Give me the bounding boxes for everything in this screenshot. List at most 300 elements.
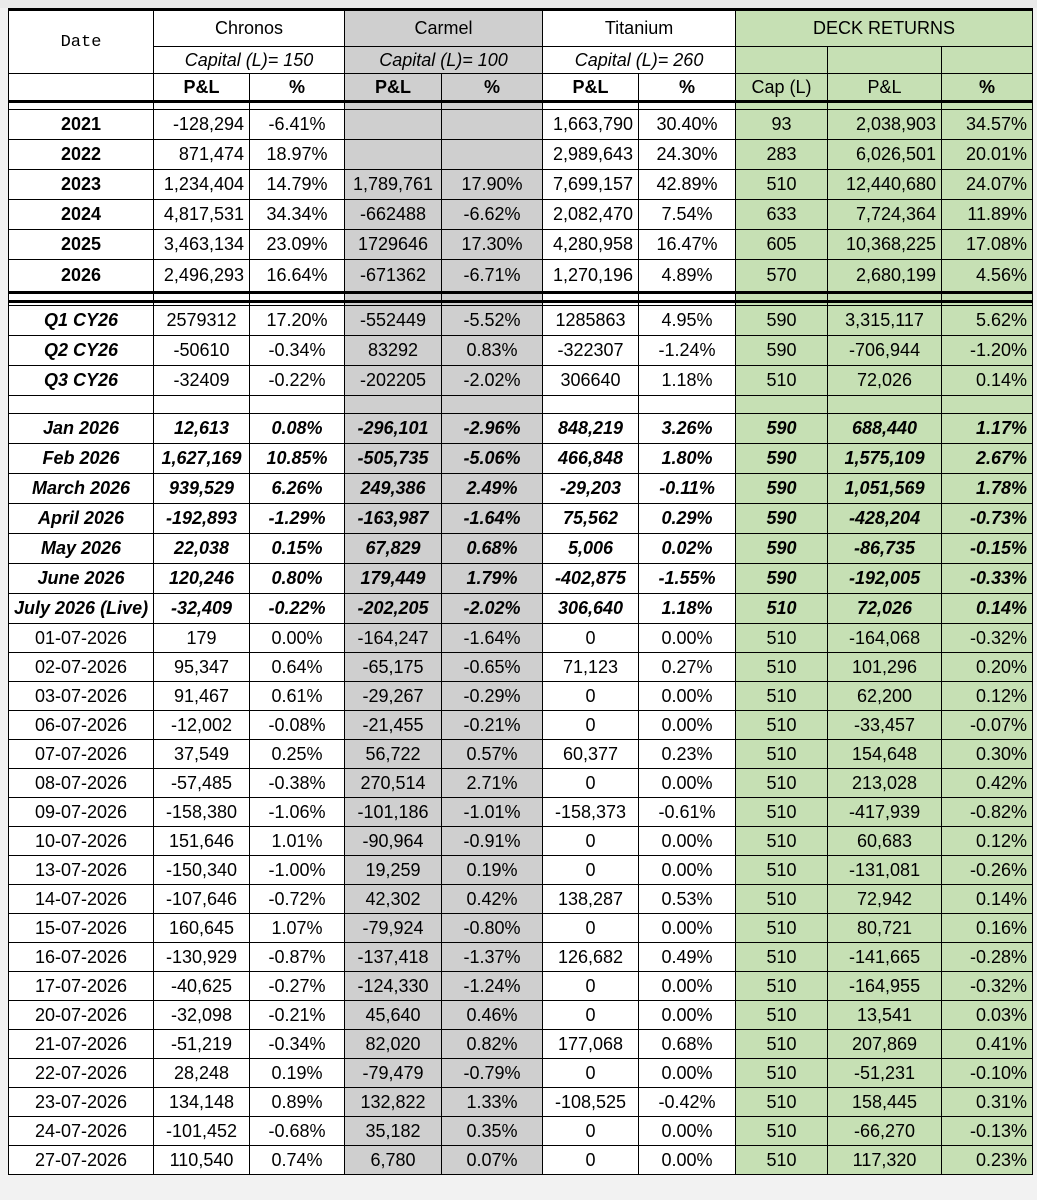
deck-pct-cell[interactable]: 1.17% <box>942 414 1033 444</box>
carmel-pl-cell[interactable]: 56,722 <box>345 740 442 769</box>
titanium-pct-cell[interactable]: -0.61% <box>639 798 736 827</box>
chronos-pl-cell[interactable]: -40,625 <box>154 972 250 1001</box>
deck-cap-cell[interactable]: 590 <box>736 306 828 336</box>
chronos-pl-cell[interactable]: -150,340 <box>154 856 250 885</box>
quarter-row-date[interactable]: Q3 CY26 <box>9 366 154 396</box>
carmel-pct-cell[interactable]: -1.01% <box>442 798 543 827</box>
deck-pct-cell[interactable]: -0.10% <box>942 1059 1033 1088</box>
carmel-pct-cell[interactable]: 0.57% <box>442 740 543 769</box>
carmel-pl-cell[interactable]: -21,455 <box>345 711 442 740</box>
carmel-pl-cell[interactable]: 1,789,761 <box>345 170 442 200</box>
titanium-pl-cell[interactable]: 5,006 <box>543 534 639 564</box>
deck-cap-cell[interactable]: 510 <box>736 594 828 624</box>
titanium-capital[interactable]: Capital (L)= 260 <box>543 47 736 74</box>
carmel-pl-cell[interactable]: 132,822 <box>345 1088 442 1117</box>
day-row-date[interactable]: 15-07-2026 <box>9 914 154 943</box>
carmel-pl-header[interactable]: P&L <box>345 74 442 102</box>
titanium-pct-cell[interactable]: 0.00% <box>639 1059 736 1088</box>
carmel-pl-cell[interactable]: 249,386 <box>345 474 442 504</box>
deck-cap-cell[interactable]: 590 <box>736 564 828 594</box>
carmel-pct-cell[interactable]: 0.42% <box>442 885 543 914</box>
carmel-pl-cell[interactable]: 42,302 <box>345 885 442 914</box>
chronos-pl-cell[interactable]: 91,467 <box>154 682 250 711</box>
chronos-pl-header[interactable]: P&L <box>154 74 250 102</box>
titanium-pl-cell[interactable]: 0 <box>543 1146 639 1175</box>
deck-cap-cell[interactable]: 510 <box>736 1001 828 1030</box>
carmel-pct-cell[interactable]: -0.91% <box>442 827 543 856</box>
day-row-date[interactable]: 22-07-2026 <box>9 1059 154 1088</box>
titanium-pct-cell[interactable]: 0.29% <box>639 504 736 534</box>
deck-cap-cell[interactable]: 510 <box>736 1146 828 1175</box>
chronos-pl-cell[interactable]: -130,929 <box>154 943 250 972</box>
date-subheader-blank[interactable] <box>9 74 154 102</box>
deck-pl-cell[interactable]: 154,648 <box>828 740 942 769</box>
empty-cell[interactable] <box>250 293 345 302</box>
day-row-date[interactable]: 27-07-2026 <box>9 1146 154 1175</box>
chronos-pl-cell[interactable]: -192,893 <box>154 504 250 534</box>
titanium-pl-cell[interactable]: 0 <box>543 1059 639 1088</box>
deck-cap-cell[interactable]: 570 <box>736 260 828 293</box>
deck-cap-cell[interactable]: 510 <box>736 1030 828 1059</box>
empty-cell[interactable] <box>345 102 442 110</box>
titanium-pct-cell[interactable]: 16.47% <box>639 230 736 260</box>
chronos-pct-cell[interactable]: -0.34% <box>250 336 345 366</box>
titanium-pct-cell[interactable]: 1.80% <box>639 444 736 474</box>
titanium-pl-cell[interactable]: 1285863 <box>543 306 639 336</box>
titanium-pl-cell[interactable]: 0 <box>543 972 639 1001</box>
titanium-pl-header[interactable]: P&L <box>543 74 639 102</box>
titanium-pl-cell[interactable]: -322307 <box>543 336 639 366</box>
titanium-pl-cell[interactable]: 75,562 <box>543 504 639 534</box>
chronos-pl-cell[interactable]: 4,817,531 <box>154 200 250 230</box>
deck-cap-cell[interactable]: 510 <box>736 972 828 1001</box>
carmel-pl-cell[interactable]: 35,182 <box>345 1117 442 1146</box>
year-row-date[interactable]: 2026 <box>9 260 154 293</box>
titanium-pl-cell[interactable]: 2,082,470 <box>543 200 639 230</box>
carmel-pl-cell[interactable]: -79,479 <box>345 1059 442 1088</box>
deck-blank-cell[interactable] <box>942 47 1033 74</box>
deck-cap-header[interactable]: Cap (L) <box>736 74 828 102</box>
titanium-pct-cell[interactable]: 0.02% <box>639 534 736 564</box>
deck-cap-cell[interactable]: 590 <box>736 474 828 504</box>
empty-cell[interactable] <box>828 396 942 414</box>
carmel-pct-cell[interactable]: -5.06% <box>442 444 543 474</box>
empty-cell[interactable] <box>942 396 1033 414</box>
titanium-pl-cell[interactable]: 0 <box>543 856 639 885</box>
carmel-pct-cell[interactable]: -1.64% <box>442 624 543 653</box>
empty-cell[interactable] <box>543 293 639 302</box>
empty-cell[interactable] <box>942 293 1033 302</box>
day-row-date[interactable]: 13-07-2026 <box>9 856 154 885</box>
carmel-pl-cell[interactable]: -101,186 <box>345 798 442 827</box>
chronos-pct-cell[interactable]: 10.85% <box>250 444 345 474</box>
carmel-pct-cell[interactable]: -0.79% <box>442 1059 543 1088</box>
titanium-pl-cell[interactable]: 0 <box>543 624 639 653</box>
deck-pct-cell[interactable]: 34.57% <box>942 110 1033 140</box>
deck-cap-cell[interactable]: 510 <box>736 856 828 885</box>
carmel-pct-header[interactable]: % <box>442 74 543 102</box>
titanium-pl-cell[interactable]: 0 <box>543 1001 639 1030</box>
chronos-pl-cell[interactable]: -32,409 <box>154 594 250 624</box>
carmel-pl-cell[interactable]: -202205 <box>345 366 442 396</box>
titanium-pct-cell[interactable]: 0.49% <box>639 943 736 972</box>
deck-pct-cell[interactable]: 0.12% <box>942 827 1033 856</box>
carmel-pl-cell[interactable]: -671362 <box>345 260 442 293</box>
carmel-pl-cell[interactable] <box>345 110 442 140</box>
chronos-pct-cell[interactable]: 16.64% <box>250 260 345 293</box>
deck-pct-cell[interactable]: 11.89% <box>942 200 1033 230</box>
deck-pl-cell[interactable]: 213,028 <box>828 769 942 798</box>
carmel-pl-cell[interactable]: -552449 <box>345 306 442 336</box>
deck-pl-cell[interactable]: -417,939 <box>828 798 942 827</box>
deck-pct-cell[interactable]: 0.41% <box>942 1030 1033 1059</box>
chronos-pct-cell[interactable]: 6.26% <box>250 474 345 504</box>
titanium-pct-cell[interactable]: 0.23% <box>639 740 736 769</box>
deck-pl-cell[interactable]: -33,457 <box>828 711 942 740</box>
deck-pl-cell[interactable]: -164,955 <box>828 972 942 1001</box>
day-row-date[interactable]: 10-07-2026 <box>9 827 154 856</box>
chronos-pl-cell[interactable]: -128,294 <box>154 110 250 140</box>
titanium-pct-cell[interactable]: 0.00% <box>639 827 736 856</box>
chronos-pct-header[interactable]: % <box>250 74 345 102</box>
deck-pct-cell[interactable]: -0.32% <box>942 624 1033 653</box>
empty-cell[interactable] <box>736 102 828 110</box>
empty-cell[interactable] <box>543 102 639 110</box>
carmel-pl-cell[interactable]: -90,964 <box>345 827 442 856</box>
chronos-pct-cell[interactable]: -0.38% <box>250 769 345 798</box>
deck-cap-cell[interactable]: 590 <box>736 336 828 366</box>
empty-cell[interactable] <box>9 396 154 414</box>
deck-pl-cell[interactable]: -141,665 <box>828 943 942 972</box>
deck-cap-cell[interactable]: 590 <box>736 414 828 444</box>
deck-pl-cell[interactable]: 13,541 <box>828 1001 942 1030</box>
carmel-pct-cell[interactable] <box>442 110 543 140</box>
chronos-pl-cell[interactable]: 134,148 <box>154 1088 250 1117</box>
titanium-pct-cell[interactable]: 0.00% <box>639 624 736 653</box>
deck-cap-cell[interactable]: 510 <box>736 653 828 682</box>
carmel-pct-cell[interactable]: -2.02% <box>442 594 543 624</box>
carmel-pct-cell[interactable]: 2.71% <box>442 769 543 798</box>
chronos-pl-cell[interactable]: 110,540 <box>154 1146 250 1175</box>
chronos-pl-cell[interactable]: 151,646 <box>154 827 250 856</box>
chronos-pct-cell[interactable]: 0.25% <box>250 740 345 769</box>
titanium-pl-cell[interactable]: 126,682 <box>543 943 639 972</box>
chronos-pct-cell[interactable]: 0.74% <box>250 1146 345 1175</box>
titanium-pl-cell[interactable]: 848,219 <box>543 414 639 444</box>
titanium-pl-cell[interactable]: 1,663,790 <box>543 110 639 140</box>
chronos-pl-cell[interactable]: 160,645 <box>154 914 250 943</box>
chronos-pct-cell[interactable]: 0.61% <box>250 682 345 711</box>
day-row-date[interactable]: 21-07-2026 <box>9 1030 154 1059</box>
deck-cap-cell[interactable]: 510 <box>736 740 828 769</box>
deck-pl-cell[interactable]: 10,368,225 <box>828 230 942 260</box>
deck-pl-cell[interactable]: 60,683 <box>828 827 942 856</box>
month-row-date[interactable]: April 2026 <box>9 504 154 534</box>
empty-cell[interactable] <box>942 102 1033 110</box>
chronos-pct-cell[interactable]: -1.29% <box>250 504 345 534</box>
day-row-date[interactable]: 14-07-2026 <box>9 885 154 914</box>
deck-pct-cell[interactable]: 0.16% <box>942 914 1033 943</box>
deck-pct-cell[interactable]: 0.12% <box>942 682 1033 711</box>
deck-pl-cell[interactable]: 72,026 <box>828 594 942 624</box>
carmel-pct-cell[interactable]: 0.19% <box>442 856 543 885</box>
deck-pct-cell[interactable]: 0.03% <box>942 1001 1033 1030</box>
chronos-pct-cell[interactable]: 1.01% <box>250 827 345 856</box>
chronos-pct-cell[interactable]: 1.07% <box>250 914 345 943</box>
deck-pct-cell[interactable]: 0.23% <box>942 1146 1033 1175</box>
carmel-pl-cell[interactable]: -65,175 <box>345 653 442 682</box>
day-row-date[interactable]: 24-07-2026 <box>9 1117 154 1146</box>
carmel-pct-cell[interactable]: -1.37% <box>442 943 543 972</box>
deck-pl-cell[interactable]: 3,315,117 <box>828 306 942 336</box>
titanium-pct-cell[interactable]: -1.24% <box>639 336 736 366</box>
titanium-pl-cell[interactable]: 306640 <box>543 366 639 396</box>
titanium-pl-cell[interactable]: 0 <box>543 827 639 856</box>
deck-pct-cell[interactable]: -0.32% <box>942 972 1033 1001</box>
deck-cap-cell[interactable]: 510 <box>736 827 828 856</box>
titanium-pl-cell[interactable]: 7,699,157 <box>543 170 639 200</box>
deck-cap-cell[interactable]: 510 <box>736 885 828 914</box>
empty-cell[interactable] <box>345 396 442 414</box>
titanium-pct-cell[interactable]: 4.95% <box>639 306 736 336</box>
carmel-pl-cell[interactable]: 6,780 <box>345 1146 442 1175</box>
day-row-date[interactable]: 08-07-2026 <box>9 769 154 798</box>
titanium-pl-cell[interactable]: 0 <box>543 769 639 798</box>
chronos-pct-cell[interactable]: 0.08% <box>250 414 345 444</box>
deck-cap-cell[interactable]: 510 <box>736 769 828 798</box>
chronos-pl-cell[interactable]: -158,380 <box>154 798 250 827</box>
empty-cell[interactable] <box>543 396 639 414</box>
deck-pct-header[interactable]: % <box>942 74 1033 102</box>
deck-pl-header[interactable]: P&L <box>828 74 942 102</box>
empty-cell[interactable] <box>250 396 345 414</box>
titanium-pct-cell[interactable]: 0.00% <box>639 1001 736 1030</box>
chronos-pct-cell[interactable]: -0.08% <box>250 711 345 740</box>
chronos-pct-cell[interactable]: 17.20% <box>250 306 345 336</box>
titanium-pct-cell[interactable]: 0.00% <box>639 856 736 885</box>
carmel-capital[interactable]: Capital (L)= 100 <box>345 47 543 74</box>
deck-pct-cell[interactable]: -1.20% <box>942 336 1033 366</box>
carmel-pct-cell[interactable]: -1.64% <box>442 504 543 534</box>
carmel-pct-cell[interactable]: 0.46% <box>442 1001 543 1030</box>
carmel-pl-cell[interactable]: -29,267 <box>345 682 442 711</box>
empty-cell[interactable] <box>345 293 442 302</box>
chronos-pct-cell[interactable]: -0.68% <box>250 1117 345 1146</box>
titanium-pct-cell[interactable]: -0.42% <box>639 1088 736 1117</box>
deck-pct-cell[interactable]: 5.62% <box>942 306 1033 336</box>
titanium-pl-cell[interactable]: 306,640 <box>543 594 639 624</box>
deck-pct-cell[interactable]: -0.28% <box>942 943 1033 972</box>
deck-pct-cell[interactable]: -0.26% <box>942 856 1033 885</box>
chronos-pct-cell[interactable]: 34.34% <box>250 200 345 230</box>
deck-pl-cell[interactable]: -86,735 <box>828 534 942 564</box>
carmel-pl-cell[interactable]: 83292 <box>345 336 442 366</box>
day-row-date[interactable]: 06-07-2026 <box>9 711 154 740</box>
year-row-date[interactable]: 2022 <box>9 140 154 170</box>
titanium-pct-cell[interactable]: 0.00% <box>639 682 736 711</box>
titanium-pl-cell[interactable]: 4,280,958 <box>543 230 639 260</box>
carmel-pct-cell[interactable]: 0.68% <box>442 534 543 564</box>
deck-pct-cell[interactable]: -0.07% <box>942 711 1033 740</box>
chronos-pl-cell[interactable]: 1,627,169 <box>154 444 250 474</box>
empty-cell[interactable] <box>639 102 736 110</box>
day-row-date[interactable]: 20-07-2026 <box>9 1001 154 1030</box>
year-row-date[interactable]: 2025 <box>9 230 154 260</box>
chronos-pct-cell[interactable]: -0.22% <box>250 594 345 624</box>
carmel-pl-cell[interactable] <box>345 140 442 170</box>
chronos-pct-cell[interactable]: 14.79% <box>250 170 345 200</box>
deck-cap-cell[interactable]: 510 <box>736 170 828 200</box>
chronos-pl-cell[interactable]: 939,529 <box>154 474 250 504</box>
empty-cell[interactable] <box>639 396 736 414</box>
empty-cell[interactable] <box>639 293 736 302</box>
chronos-pct-cell[interactable]: -1.00% <box>250 856 345 885</box>
deck-pl-cell[interactable]: 80,721 <box>828 914 942 943</box>
empty-cell[interactable] <box>154 396 250 414</box>
deck-pct-cell[interactable]: 0.30% <box>942 740 1033 769</box>
carmel-pct-cell[interactable]: 1.33% <box>442 1088 543 1117</box>
titanium-pct-cell[interactable]: 24.30% <box>639 140 736 170</box>
titanium-pl-cell[interactable]: 466,848 <box>543 444 639 474</box>
day-row-date[interactable]: 09-07-2026 <box>9 798 154 827</box>
quarter-row-date[interactable]: Q2 CY26 <box>9 336 154 366</box>
carmel-pct-cell[interactable]: -0.21% <box>442 711 543 740</box>
chronos-pct-cell[interactable]: 0.80% <box>250 564 345 594</box>
chronos-pct-cell[interactable]: 0.19% <box>250 1059 345 1088</box>
carmel-pct-cell[interactable]: -5.52% <box>442 306 543 336</box>
deck-pct-cell[interactable]: 17.08% <box>942 230 1033 260</box>
deck-pl-cell[interactable]: -706,944 <box>828 336 942 366</box>
deck-cap-cell[interactable]: 590 <box>736 504 828 534</box>
chronos-pct-cell[interactable]: 23.09% <box>250 230 345 260</box>
carmel-pl-cell[interactable]: -124,330 <box>345 972 442 1001</box>
empty-cell[interactable] <box>154 102 250 110</box>
titanium-pct-cell[interactable]: 42.89% <box>639 170 736 200</box>
carmel-pl-cell[interactable]: -662488 <box>345 200 442 230</box>
deck-pl-cell[interactable]: -131,081 <box>828 856 942 885</box>
deck-cap-cell[interactable]: 590 <box>736 534 828 564</box>
deck-cap-cell[interactable]: 510 <box>736 624 828 653</box>
carmel-pl-cell[interactable]: -505,735 <box>345 444 442 474</box>
empty-cell[interactable] <box>828 102 942 110</box>
titanium-pl-cell[interactable]: -29,203 <box>543 474 639 504</box>
month-row-date[interactable]: Feb 2026 <box>9 444 154 474</box>
chronos-pct-cell[interactable]: -0.87% <box>250 943 345 972</box>
deck-blank-cell[interactable] <box>736 47 828 74</box>
titanium-pct-cell[interactable]: 0.00% <box>639 972 736 1001</box>
deck-cap-cell[interactable]: 510 <box>736 711 828 740</box>
deck-pct-cell[interactable]: 2.67% <box>942 444 1033 474</box>
deck-pl-cell[interactable]: -164,068 <box>828 624 942 653</box>
titanium-pct-cell[interactable]: 1.18% <box>639 366 736 396</box>
titanium-pct-cell[interactable]: 0.68% <box>639 1030 736 1059</box>
empty-cell[interactable] <box>736 396 828 414</box>
carmel-pct-cell[interactable]: -6.62% <box>442 200 543 230</box>
deck-cap-cell[interactable]: 510 <box>736 943 828 972</box>
carmel-pl-cell[interactable]: 67,829 <box>345 534 442 564</box>
chronos-pl-cell[interactable]: -107,646 <box>154 885 250 914</box>
titanium-pl-cell[interactable]: 0 <box>543 1117 639 1146</box>
titanium-pl-cell[interactable]: -158,373 <box>543 798 639 827</box>
carmel-pct-cell[interactable]: -2.96% <box>442 414 543 444</box>
deck-pl-cell[interactable]: 158,445 <box>828 1088 942 1117</box>
empty-cell[interactable] <box>828 293 942 302</box>
carmel-pl-cell[interactable]: -163,987 <box>345 504 442 534</box>
day-row-date[interactable]: 17-07-2026 <box>9 972 154 1001</box>
titanium-pct-cell[interactable]: 0.53% <box>639 885 736 914</box>
titanium-pl-cell[interactable]: -108,525 <box>543 1088 639 1117</box>
carmel-header[interactable]: Carmel <box>345 10 543 47</box>
deck-pl-cell[interactable]: 207,869 <box>828 1030 942 1059</box>
chronos-pl-cell[interactable]: -12,002 <box>154 711 250 740</box>
chronos-pct-cell[interactable]: -0.72% <box>250 885 345 914</box>
carmel-pct-cell[interactable]: -2.02% <box>442 366 543 396</box>
titanium-pct-cell[interactable]: 4.89% <box>639 260 736 293</box>
deck-cap-cell[interactable]: 283 <box>736 140 828 170</box>
month-row-date[interactable]: July 2026 (Live) <box>9 594 154 624</box>
chronos-pl-cell[interactable]: 3,463,134 <box>154 230 250 260</box>
deck-pl-cell[interactable]: 7,724,364 <box>828 200 942 230</box>
titanium-pl-cell[interactable]: 0 <box>543 914 639 943</box>
chronos-pct-cell[interactable]: -0.22% <box>250 366 345 396</box>
deck-cap-cell[interactable]: 590 <box>736 444 828 474</box>
carmel-pct-cell[interactable]: 0.35% <box>442 1117 543 1146</box>
chronos-pl-cell[interactable]: 2579312 <box>154 306 250 336</box>
deck-cap-cell[interactable]: 510 <box>736 682 828 711</box>
carmel-pl-cell[interactable]: 1729646 <box>345 230 442 260</box>
deck-pl-cell[interactable]: 101,296 <box>828 653 942 682</box>
deck-cap-cell[interactable]: 510 <box>736 366 828 396</box>
day-row-date[interactable]: 02-07-2026 <box>9 653 154 682</box>
carmel-pl-cell[interactable]: -137,418 <box>345 943 442 972</box>
chronos-pl-cell[interactable]: -32409 <box>154 366 250 396</box>
empty-cell[interactable] <box>154 293 250 302</box>
carmel-pct-cell[interactable]: -6.71% <box>442 260 543 293</box>
titanium-pct-header[interactable]: % <box>639 74 736 102</box>
carmel-pct-cell[interactable]: -0.29% <box>442 682 543 711</box>
month-row-date[interactable]: Jan 2026 <box>9 414 154 444</box>
deck-pct-cell[interactable]: 0.14% <box>942 366 1033 396</box>
deck-pct-cell[interactable]: -0.15% <box>942 534 1033 564</box>
deck-pl-cell[interactable]: 1,575,109 <box>828 444 942 474</box>
deck-pct-cell[interactable]: -0.82% <box>942 798 1033 827</box>
chronos-pl-cell[interactable]: 2,496,293 <box>154 260 250 293</box>
chronos-pl-cell[interactable]: 1,234,404 <box>154 170 250 200</box>
titanium-pl-cell[interactable]: 2,989,643 <box>543 140 639 170</box>
carmel-pct-cell[interactable]: 2.49% <box>442 474 543 504</box>
carmel-pct-cell[interactable]: 1.79% <box>442 564 543 594</box>
titanium-pct-cell[interactable]: 3.26% <box>639 414 736 444</box>
deck-pl-cell[interactable]: 2,680,199 <box>828 260 942 293</box>
deck-pl-cell[interactable]: 12,440,680 <box>828 170 942 200</box>
deck-pct-cell[interactable]: 24.07% <box>942 170 1033 200</box>
empty-cell[interactable] <box>9 293 154 302</box>
titanium-pl-cell[interactable]: 60,377 <box>543 740 639 769</box>
deck-pct-cell[interactable]: 20.01% <box>942 140 1033 170</box>
deck-returns-header[interactable]: DECK RETURNS <box>736 10 1033 47</box>
chronos-pct-cell[interactable]: 0.89% <box>250 1088 345 1117</box>
deck-pct-cell[interactable]: 1.78% <box>942 474 1033 504</box>
carmel-pl-cell[interactable]: -202,205 <box>345 594 442 624</box>
day-row-date[interactable]: 16-07-2026 <box>9 943 154 972</box>
chronos-pct-cell[interactable]: -6.41% <box>250 110 345 140</box>
titanium-pct-cell[interactable]: 0.00% <box>639 1146 736 1175</box>
day-row-date[interactable]: 03-07-2026 <box>9 682 154 711</box>
titanium-pct-cell[interactable]: 0.00% <box>639 711 736 740</box>
carmel-pct-cell[interactable]: 17.90% <box>442 170 543 200</box>
carmel-pl-cell[interactable]: 19,259 <box>345 856 442 885</box>
titanium-pct-cell[interactable]: 0.00% <box>639 769 736 798</box>
